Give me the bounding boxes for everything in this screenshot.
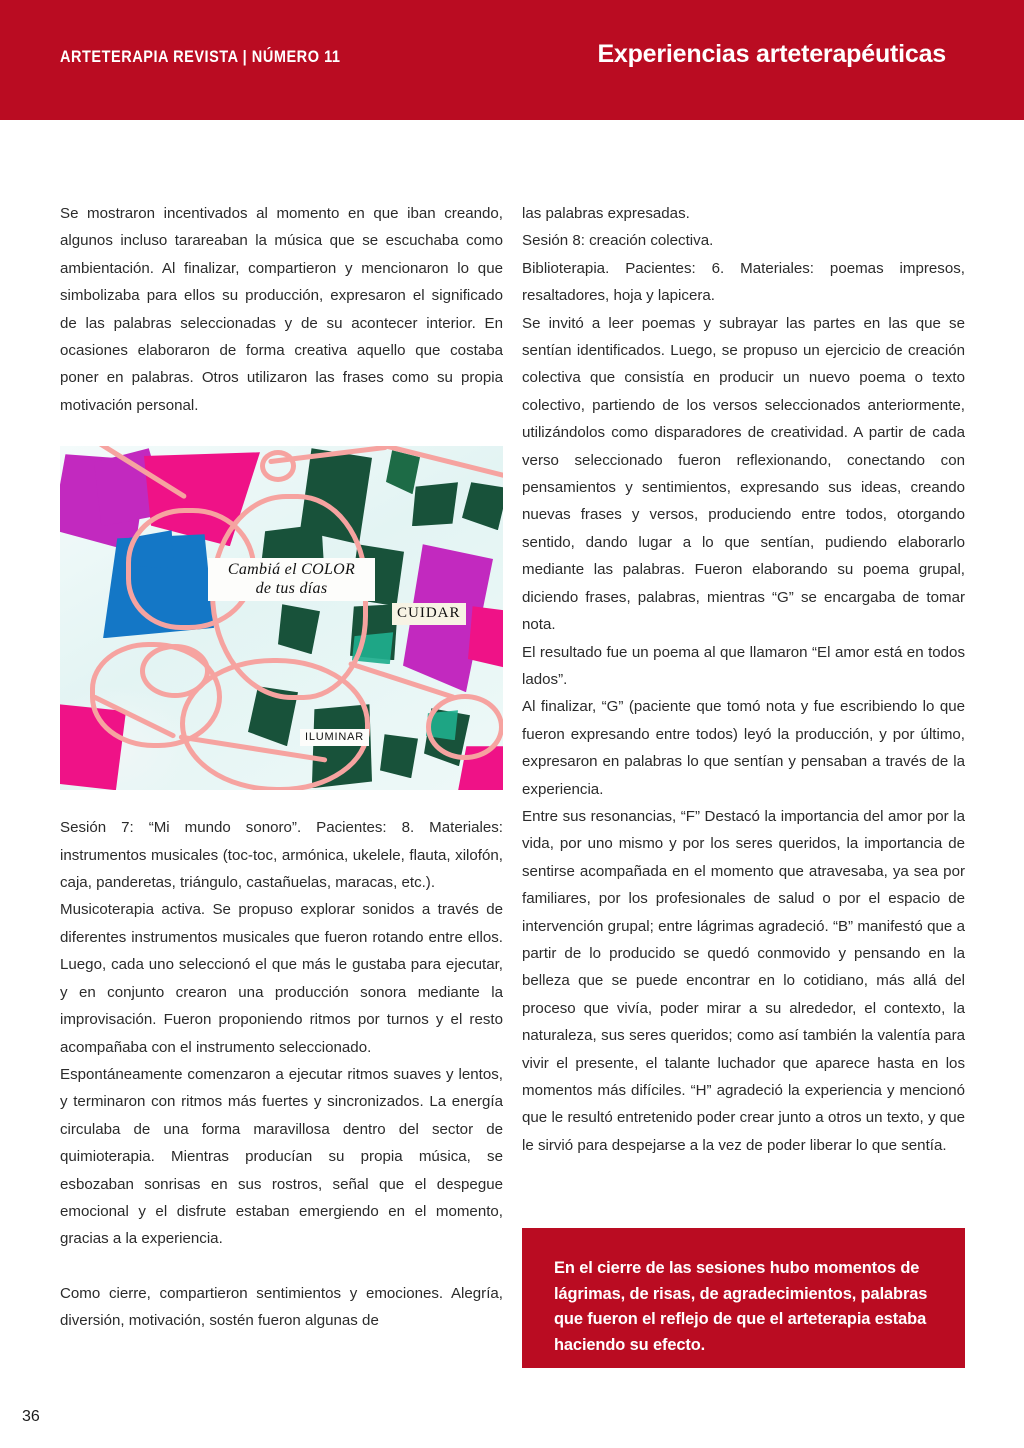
body-paragraph: las palabras expresadas.	[522, 205, 690, 222]
collage-label-iluminar: ILUMINAR	[300, 729, 369, 746]
left-text-column	[60, 200, 503, 1335]
body-paragraph: Se invitó a leer poemas y subrayar las partes en las que se sentían identificados. Luego, se propuso un ejercicio de creación colectiva que consistía en producir un nuevo poema o texto colectivo, partiendo de los versos seleccionados anteriormente, utilizándolos como disparadores de creatividad. A partir de cada verso seleccionado fueron reflexionando, conectando con pensamientos y sentimientos, expresando sus ideas, creando nuevas frases y versos, produciendo entre todos, otorgando sentido, dando lugar a lo que sentían, pudiendo elaborarlo mediante las palabras. Fueron elaborando su poema grupal, diciendo frases, palabras, mientras “G” se encargaba de tomar nota.	[522, 314, 965, 634]
collage-label-main-line1: Cambiá el COLOR	[227, 561, 356, 579]
page-number: 36	[22, 1408, 40, 1425]
pull-quote-box	[522, 1228, 965, 1368]
body-paragraph: Se mostraron incentivados al momento en que iban creando, algunos incluso tarareaban la música que se escuchaba como ambientación. Al finalizar, compartieron y mencionaron lo que simbolizaba para ellos su producción, expresaron el significado de las palabras seleccionadas y de su acontecer interior. En ocasiones elaboraron de forma creativa aquello que costaba poner en palabras. Otros utilizaron las frases como su propia motivación personal.	[60, 205, 503, 414]
collage-label-main	[208, 558, 375, 601]
yarn-loop	[426, 694, 503, 760]
page-header-band	[0, 0, 1024, 120]
body-paragraph: El resultado fue un poema al que llamaron “El amor está en todos lados”.	[522, 643, 965, 688]
collage-label-cuidar: CUIDAR	[392, 603, 466, 624]
yarn-loop	[260, 450, 296, 482]
collage-canvas	[60, 446, 503, 790]
body-paragraph: Sesión 8: creación colectiva.	[522, 232, 714, 250]
paper-scrap	[462, 482, 503, 530]
body-paragraph: Como cierre, compartieron sentimientos y emociones. Alegría, diversión, motivación, sostén fueron algunas de	[60, 1284, 503, 1330]
collage-figure	[60, 446, 503, 790]
journal-issue-label: ARTETERAPIA REVISTA | NÚMERO 11	[60, 48, 341, 66]
paper-scrap	[386, 450, 420, 494]
body-paragraph: Espontáneamente comenzaron a ejecutar ritmos suaves y lentos, y terminaron con ritmos más fuertes y sincronizados. La energía circulaba de una forma maravillosa dentro del sector de quimioterapia. Mientras producían su propia música, se esbozaban sonrisas en sus rostros, señal que el despegue emocional y el disfrute estaban emergiendo en el momento, gracias a la experiencia.	[60, 1065, 503, 1248]
yarn-strand	[362, 446, 503, 479]
pull-quote-text: En el cierre de las sesiones hubo momentos de lágrimas, de risas, de agradecimientos, palabras que fueron el reflejo de que el arteterapia estaba haciendo su efecto.	[554, 1259, 928, 1354]
paper-scrap	[380, 734, 418, 778]
body-paragraph: Al finalizar, “G” (paciente que tomó nota y fue escribiendo lo que fueron expresando entre todos) leyó la producción, y por último, expresaron en palabras lo que sentían y pensaban a través de la experiencia.	[522, 698, 965, 798]
paper-scrap	[412, 482, 458, 526]
yarn-loop	[180, 658, 370, 790]
body-paragraph: Musicoterapia activa. Se propuso explorar sonidos a través de diferentes instrumentos musicales que fueron rotando entre ellos. Luego, cada uno seleccionó el que más le gustaba para ejecutar, y en conjunto crearon una producción sonora mediante la improvisación. Fueron proponiendo ritmos por turnos y el resto acompañaba con el instrumento seleccionado.	[60, 901, 503, 1056]
body-paragraph: Entre sus resonancias, “F” Destacó la importancia del amor por la vida, por uno mismo y por los seres queridos, la importancia de sentirse acompañada en el momento que atravesaba, ya sea por familiares, por los profesionales de salud o por el espacio de intervención grupal; entre lágrimas agradeció. “B” manifestó que a partir de lo producido se quedó conmovido y pensando en la belleza que se puede encontrar en lo cotidiano, más allá del proceso que vivía, poder mirar a su alrededor, el contexto, la naturaleza, sus seres queridos; como así también la valentía para vivir el presente, el talante luchador que aparece hasta en los momentos más difíciles. “H” agradeció la experiencia y mencionó que le resultó entretenido poder crear junto a otros un texto, y que le sirvió para despejarse a la vez de poder liberar lo que sentía.	[522, 807, 965, 1154]
paper-scrap	[468, 606, 503, 672]
section-title: Experiencias arteterapéuticas	[597, 40, 946, 68]
right-text-column	[522, 200, 965, 1159]
body-paragraph: Biblioterapia. Pacientes: 6. Materiales: poemas impresos, resaltadores, hoja y lapicera.	[522, 259, 965, 305]
collage-label-main-line2: de tus días	[255, 579, 328, 597]
body-paragraph: Sesión 7: “Mi mundo sonoro”. Pacientes: 8. Materiales: instrumentos musicales (toc-toc, armónica, ukelele, flauta, xilofón, caja, panderetas, triángulo, castañuelas, maracas, etc.).	[60, 819, 503, 892]
